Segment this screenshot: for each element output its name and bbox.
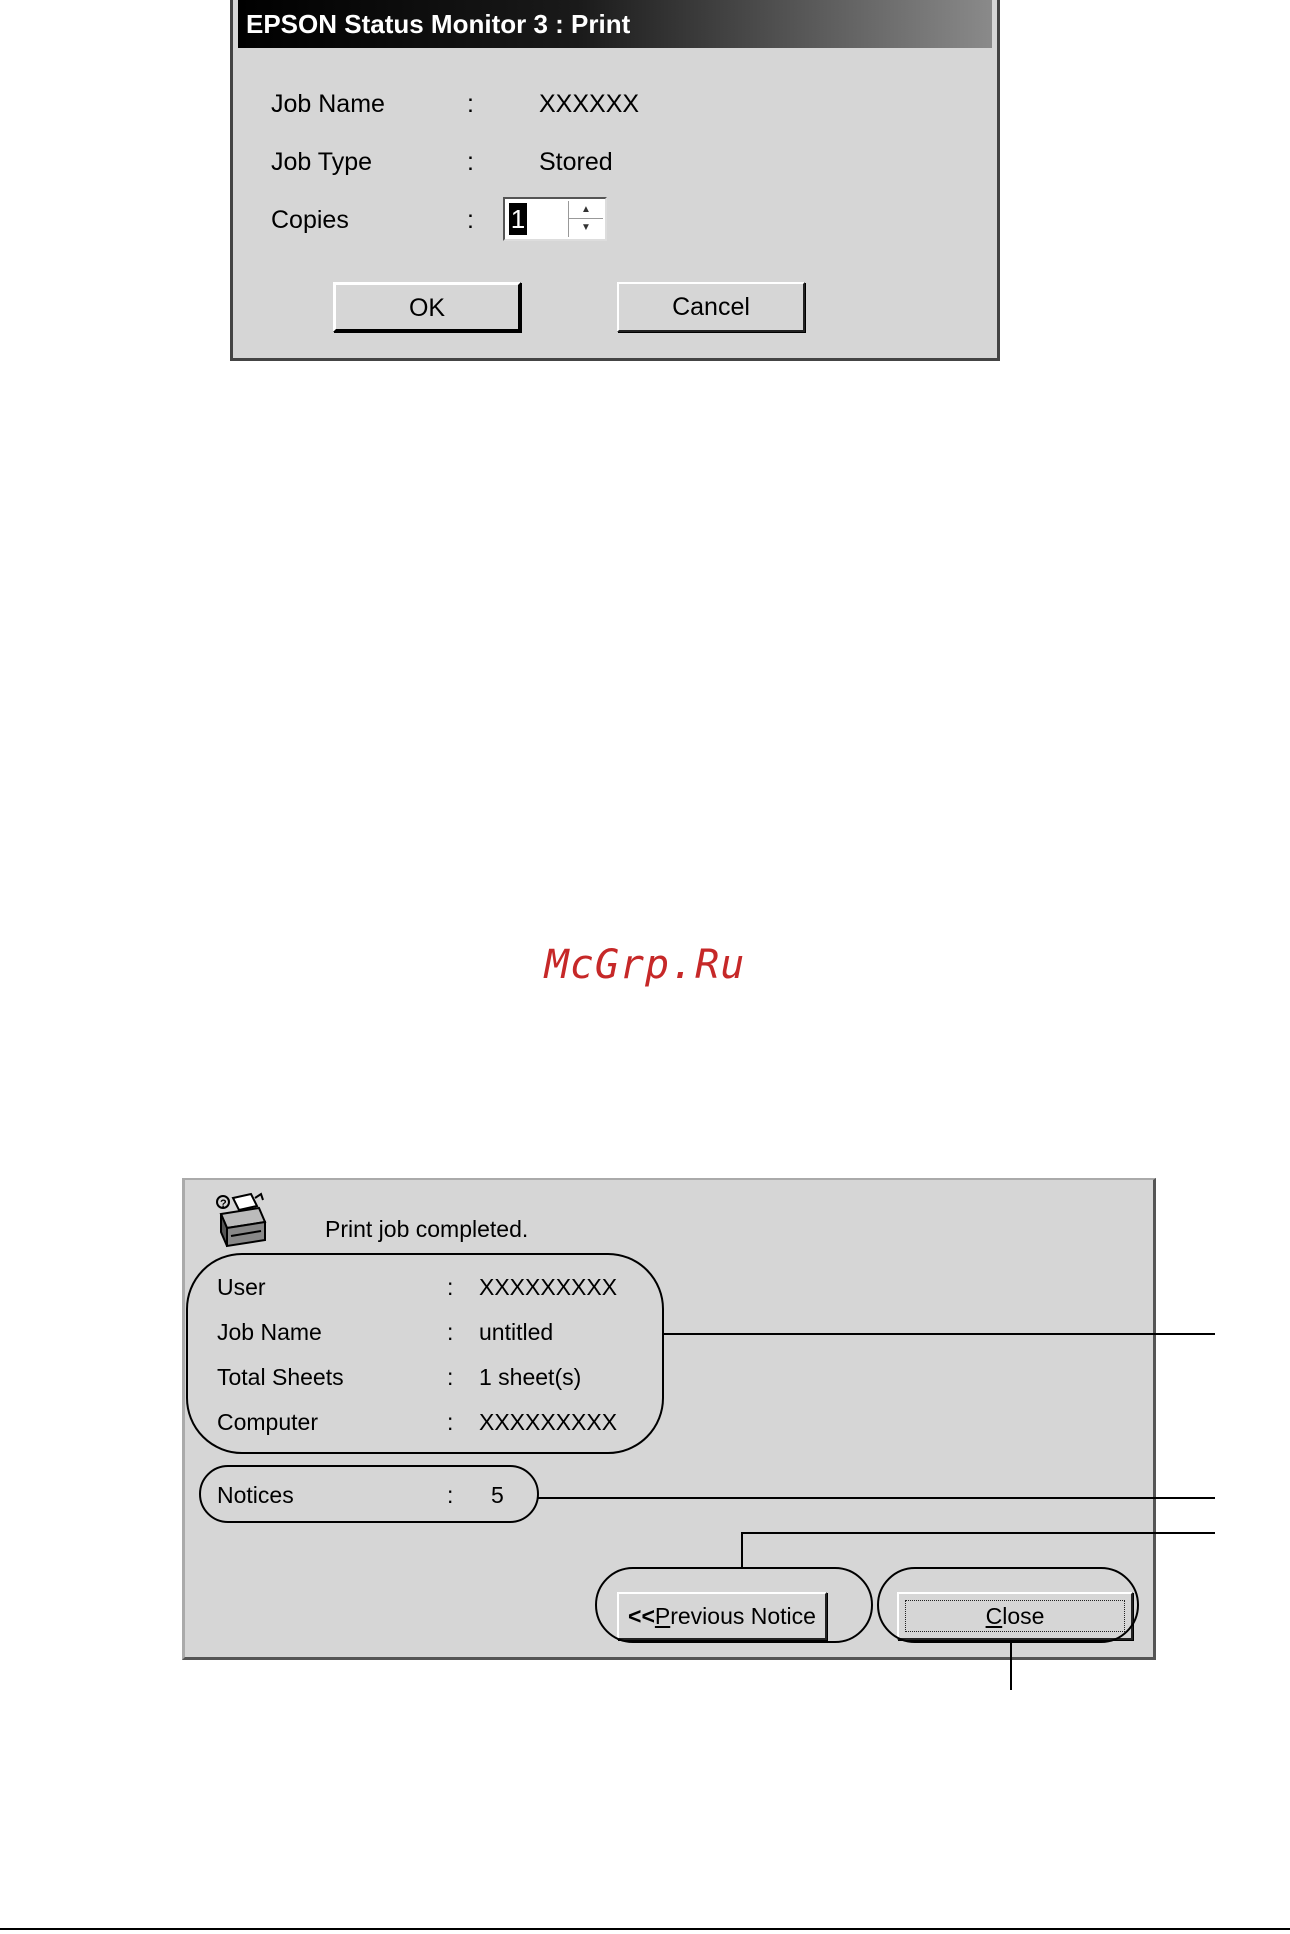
job-name-label: Job Name: [217, 1319, 322, 1345]
print-dialog: [230, 0, 1000, 361]
total-sheets-label: Total Sheets: [217, 1364, 344, 1390]
previous-prefix: <<: [628, 1603, 655, 1629]
copies-stepper[interactable]: [503, 197, 607, 241]
cancel-button[interactable]: Cancel: [617, 282, 805, 332]
svg-text:?: ?: [220, 1198, 227, 1210]
separator: :: [467, 148, 474, 176]
notices-count: 5: [491, 1482, 504, 1508]
printer-icon: [211, 1192, 271, 1252]
job-name-label: Job Name: [271, 90, 385, 118]
separator: :: [467, 90, 474, 118]
mnemonic-c: C: [985, 1603, 1003, 1629]
dialog-title: EPSON Status Monitor 3 : Print: [238, 0, 992, 48]
separator: :: [447, 1319, 454, 1345]
print-completed-dialog: [182, 1178, 1156, 1660]
decrement-icon[interactable]: ▼: [581, 222, 591, 233]
close-label: lose: [1002, 1603, 1045, 1629]
close-button[interactable]: [897, 1592, 1133, 1640]
separator: :: [447, 1482, 454, 1508]
previous-notice-label: revious Notice: [670, 1603, 816, 1629]
user-value: XXXXXXXXX: [479, 1274, 618, 1300]
separator: :: [447, 1274, 454, 1300]
computer-label: Computer: [217, 1409, 318, 1435]
notices-label: Notices: [217, 1482, 294, 1508]
total-sheets-value: 1 sheet(s): [479, 1364, 582, 1390]
spin-buttons: [568, 201, 603, 237]
job-name-value: XXXXXX: [539, 90, 640, 118]
focus-rect: [905, 1600, 1125, 1632]
status-message: Print job completed.: [325, 1216, 529, 1242]
separator: :: [447, 1409, 454, 1435]
ok-button[interactable]: OK: [333, 282, 521, 332]
increment-icon[interactable]: ▲: [569, 201, 603, 219]
job-type-value: Stored: [539, 148, 613, 176]
watermark: McGrp.Ru: [544, 942, 746, 988]
computer-value: XXXXXXXXX: [479, 1409, 618, 1435]
mnemonic-p: P: [654, 1603, 671, 1629]
user-label: User: [217, 1274, 266, 1300]
copies-label: Copies: [271, 206, 349, 234]
separator: :: [467, 206, 474, 234]
copies-input[interactable]: 1: [510, 204, 526, 234]
job-name-value: untitled: [479, 1319, 554, 1345]
previous-notice-button[interactable]: [617, 1592, 827, 1640]
page-rule: [0, 1928, 1290, 1930]
separator: :: [447, 1364, 454, 1390]
job-type-label: Job Type: [271, 148, 373, 176]
